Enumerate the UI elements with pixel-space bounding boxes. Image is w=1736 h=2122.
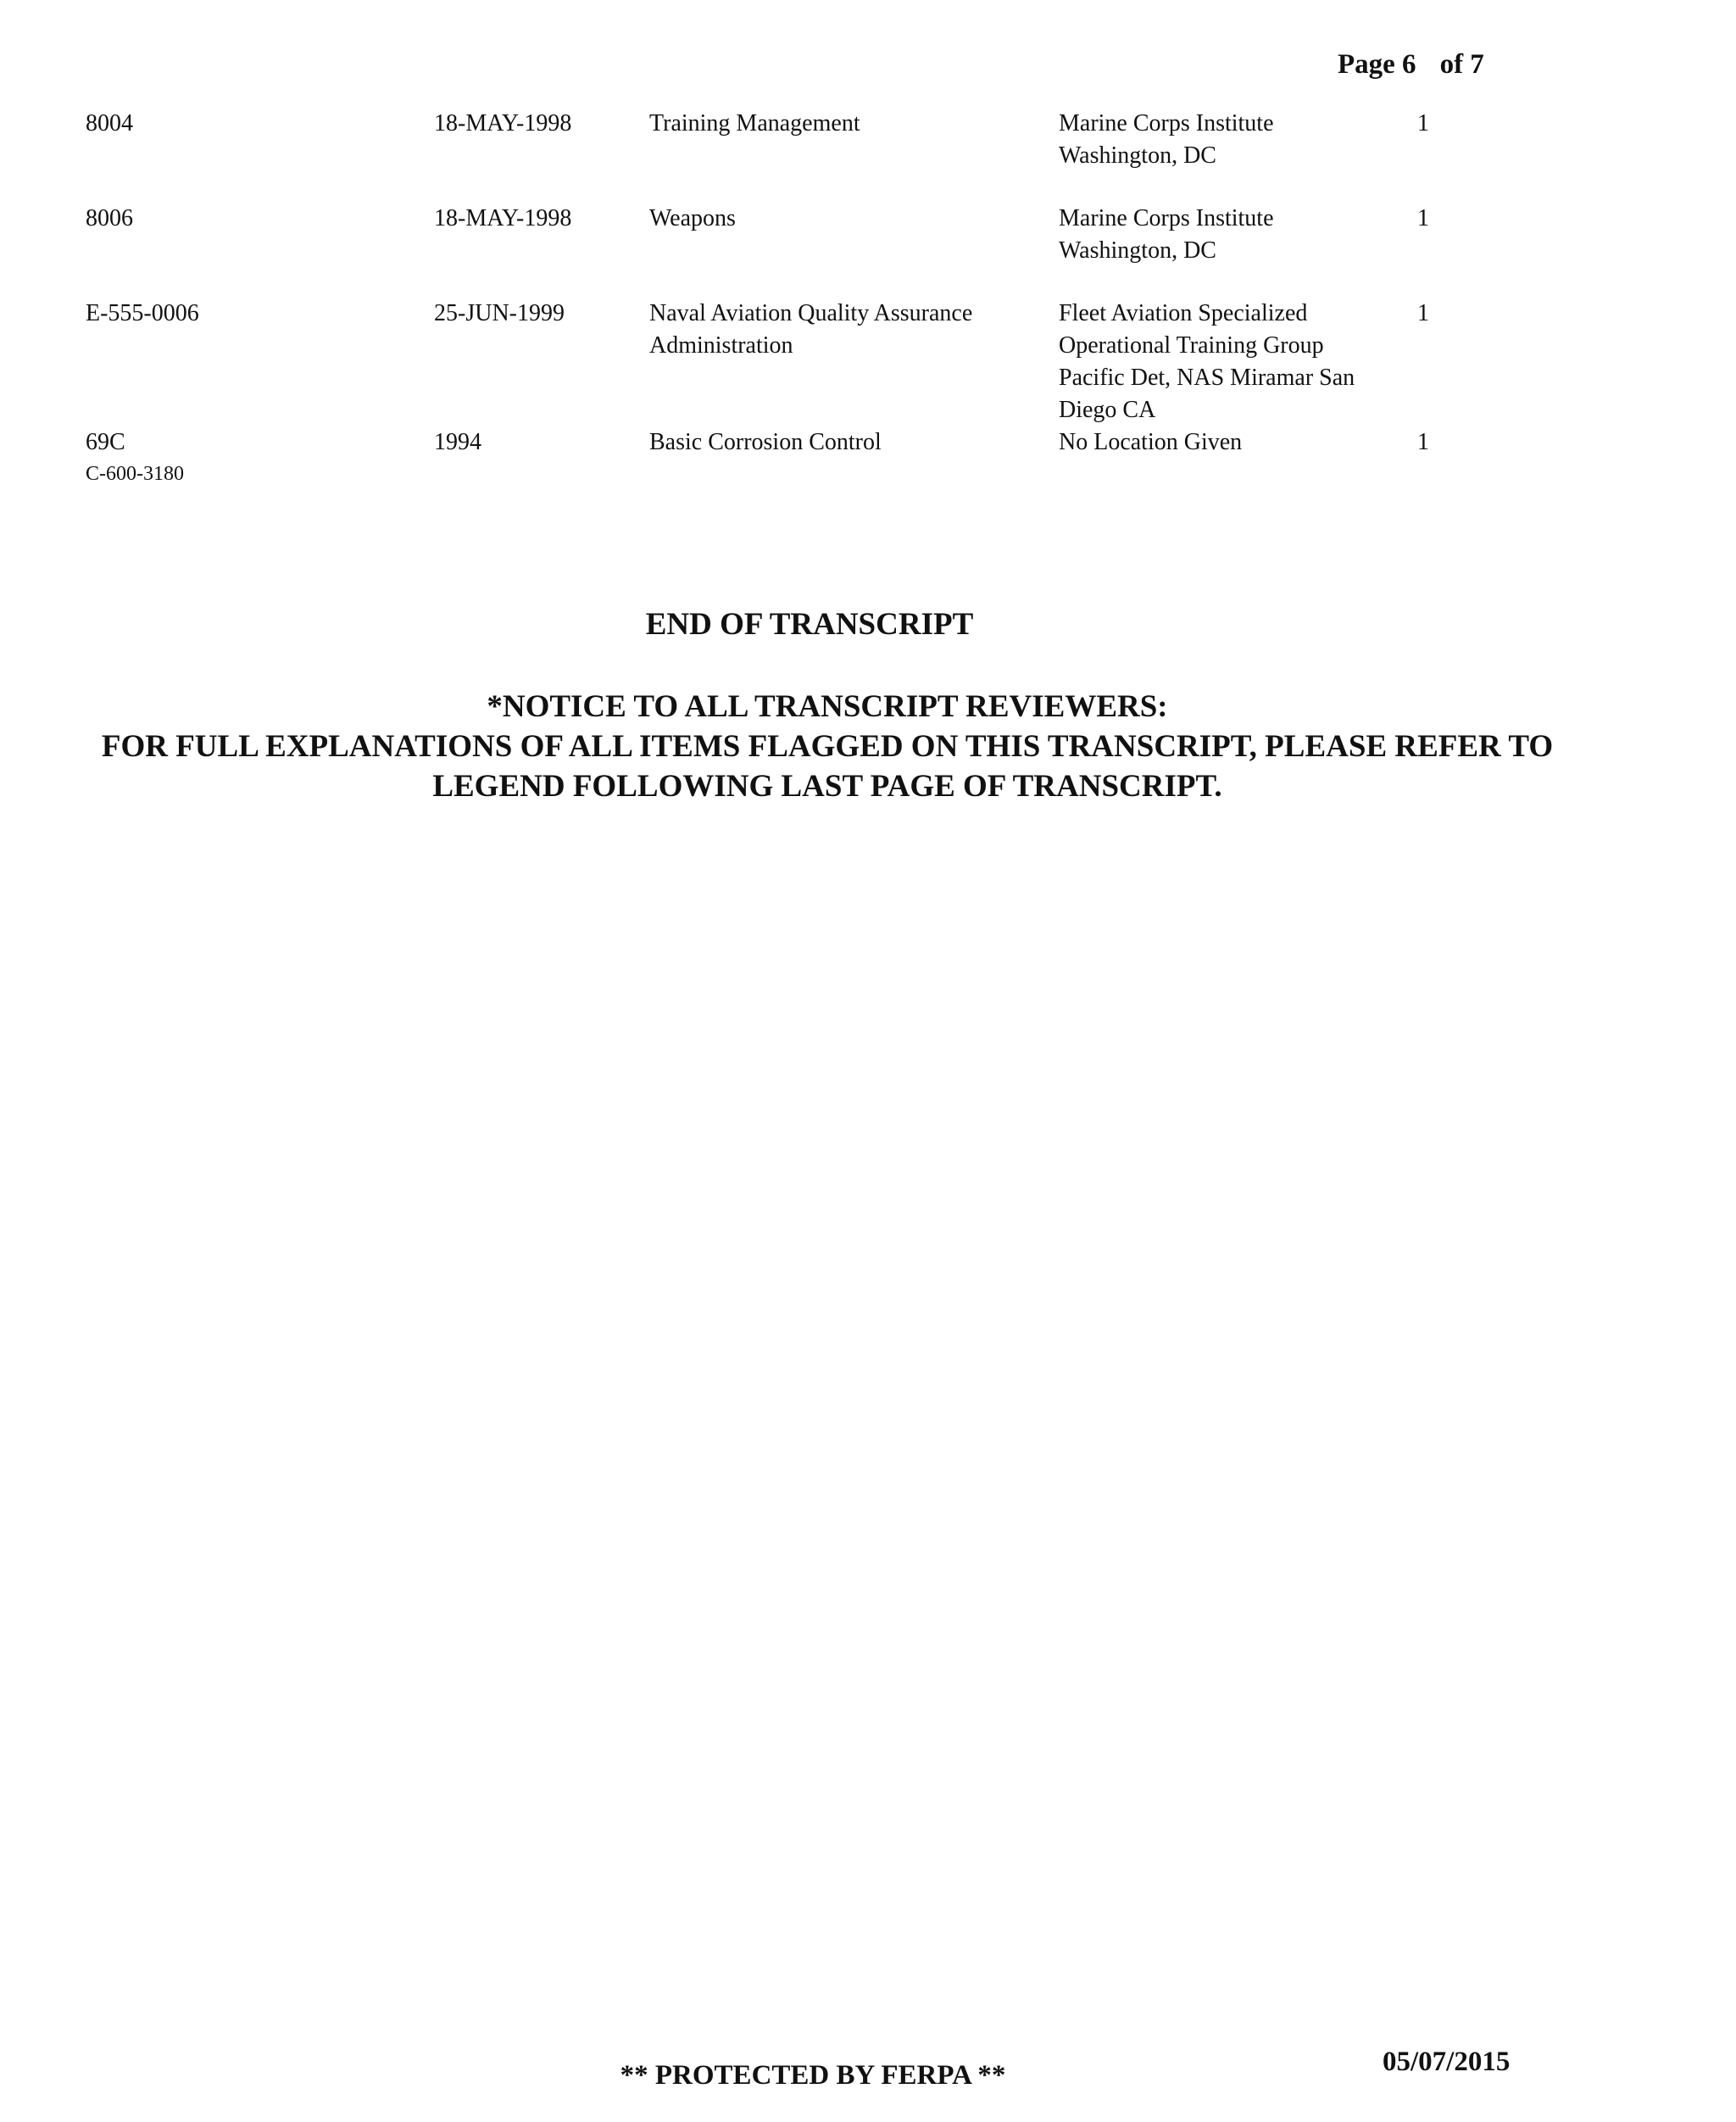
end-of-transcript-heading: END OF TRANSCRIPT xyxy=(645,607,974,642)
course-location xyxy=(1059,108,1398,172)
course-title xyxy=(649,298,1031,362)
page-total: of 7 xyxy=(1439,49,1484,80)
course-date: 18-MAY-1998 xyxy=(434,205,572,231)
course-title xyxy=(649,108,1031,140)
course-location xyxy=(1059,298,1398,426)
course-code: E-555-0006 xyxy=(86,300,199,326)
course-subcode: C-600-3180 xyxy=(86,463,184,485)
course-location-line: No Location Given xyxy=(1059,429,1243,455)
course-location-line: Marine Corps Institute xyxy=(1059,205,1274,231)
course-code: 69C C-600-3180 xyxy=(86,426,408,487)
course-credit: 1 xyxy=(1417,205,1429,231)
course-credit: 1 xyxy=(1417,110,1429,136)
notice-line: FOR FULL EXPLANATIONS OF ALL ITEMS FLAGGED ON THIS TRANSCRIPT, PLEASE REFER TO xyxy=(101,729,1554,764)
course-code: 8006 xyxy=(86,205,133,231)
course-location-line: Washington, DC xyxy=(1059,142,1216,169)
ferpa-notice: ** PROTECTED BY FERPA ** xyxy=(620,2060,1006,2091)
course-title-line: Administration xyxy=(649,332,793,359)
footer-date: 05/07/2015 xyxy=(1383,2047,1511,2077)
course-location xyxy=(1059,203,1398,267)
course-code: 8004 xyxy=(86,110,133,136)
notice-line: LEGEND FOLLOWING LAST PAGE OF TRANSCRIPT. xyxy=(432,769,1222,804)
notice-line: *NOTICE TO ALL TRANSCRIPT REVIEWERS: xyxy=(487,689,1168,724)
course-title xyxy=(649,203,1031,235)
course-title xyxy=(649,426,1031,459)
course-credit: 1 xyxy=(1417,429,1429,455)
course-location-line: Marine Corps Institute xyxy=(1059,110,1274,136)
course-title-line: Weapons xyxy=(649,205,736,231)
course-location-line: Pacific Det, NAS Miramar San xyxy=(1059,365,1355,391)
course-title-line: Naval Aviation Quality Assurance xyxy=(649,300,973,326)
page-indicator xyxy=(1338,49,1484,81)
course-location-line: Operational Training Group xyxy=(1059,332,1324,359)
course-title-line: Basic Corrosion Control xyxy=(649,429,882,455)
course-location-line: Washington, DC xyxy=(1059,237,1216,264)
course-date: 1994 xyxy=(434,429,481,455)
course-credit: 1 xyxy=(1417,300,1429,326)
course-location-line: Diego CA xyxy=(1059,397,1156,423)
course-date: 25-JUN-1999 xyxy=(434,300,565,326)
reviewer-notice xyxy=(0,687,1655,806)
course-title-line: Training Management xyxy=(649,110,860,136)
page-number: Page 6 xyxy=(1338,49,1416,80)
course-location-line: Fleet Aviation Specialized xyxy=(1059,300,1308,326)
course-date: 18-MAY-1998 xyxy=(434,110,572,136)
course-location xyxy=(1059,426,1398,459)
